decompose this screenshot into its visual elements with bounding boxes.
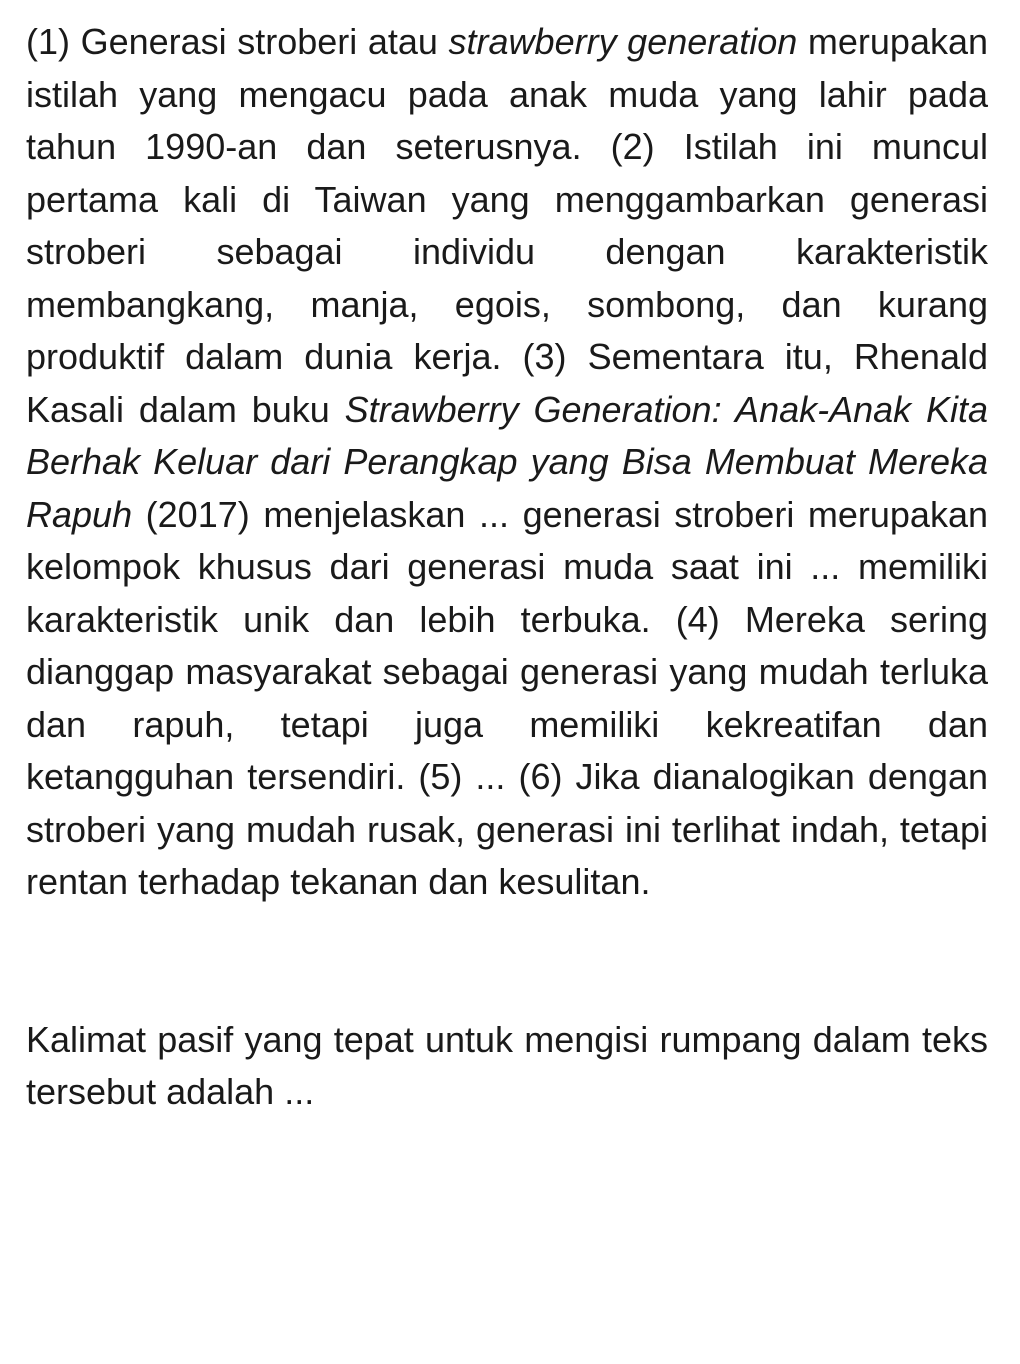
sentence-3-start: (3) Sementara itu, Rhenald Kasali dalam buku (26, 336, 988, 430)
sentence-1-end: merupakan istilah yang mengacu pada anak muda yang lahir pada tahun 1990-an dan seterusnya. (26, 21, 989, 167)
sentence-3-end: (2017) menjelaskan ... generasi stroberi merupakan kelompok khusus dari generasi muda saat ini ... memiliki karakteristik unik dan lebih terbuka. (26, 493, 988, 640)
sentence-4: (4) Mereka sering dianggap masyarakat sebagai generasi yang mudah terluka dan rapuh, tetapi juga memiliki kekreatifan dan ketangguhan tersendiri. (26, 598, 989, 797)
sentence-1-italic-term: strawberry generation (448, 21, 798, 62)
reading-passage (26, 16, 988, 909)
sentence-1-start: (1) Generasi stroberi atau (26, 21, 449, 62)
book-title: Strawberry Generation: Anak-Anak Kita Berhak Keluar dari Perangkap yang Bisa Membuat Mereka Rapuh (26, 388, 989, 535)
sentence-6: (6) Jika dianalogikan dengan stroberi yang mudah rusak, generasi ini terlihat indah, tetapi rentan terhadap tekanan dan kesulitan. (26, 756, 988, 902)
document-page (26, 16, 988, 1119)
sentence-5-blank: (5) ... (418, 756, 519, 797)
sentence-2: (2) Istilah ini muncul pertama kali di Taiwan yang menggambarkan generasi stroberi sebagai individu dengan karakteristik membangkang, manja, egois, sombong, dan kurang produktif dalam dunia kerja. (26, 126, 988, 377)
question-text: Kalimat pasif yang tepat untuk mengisi rumpang dalam teks tersebut adalah ... (26, 1018, 988, 1112)
